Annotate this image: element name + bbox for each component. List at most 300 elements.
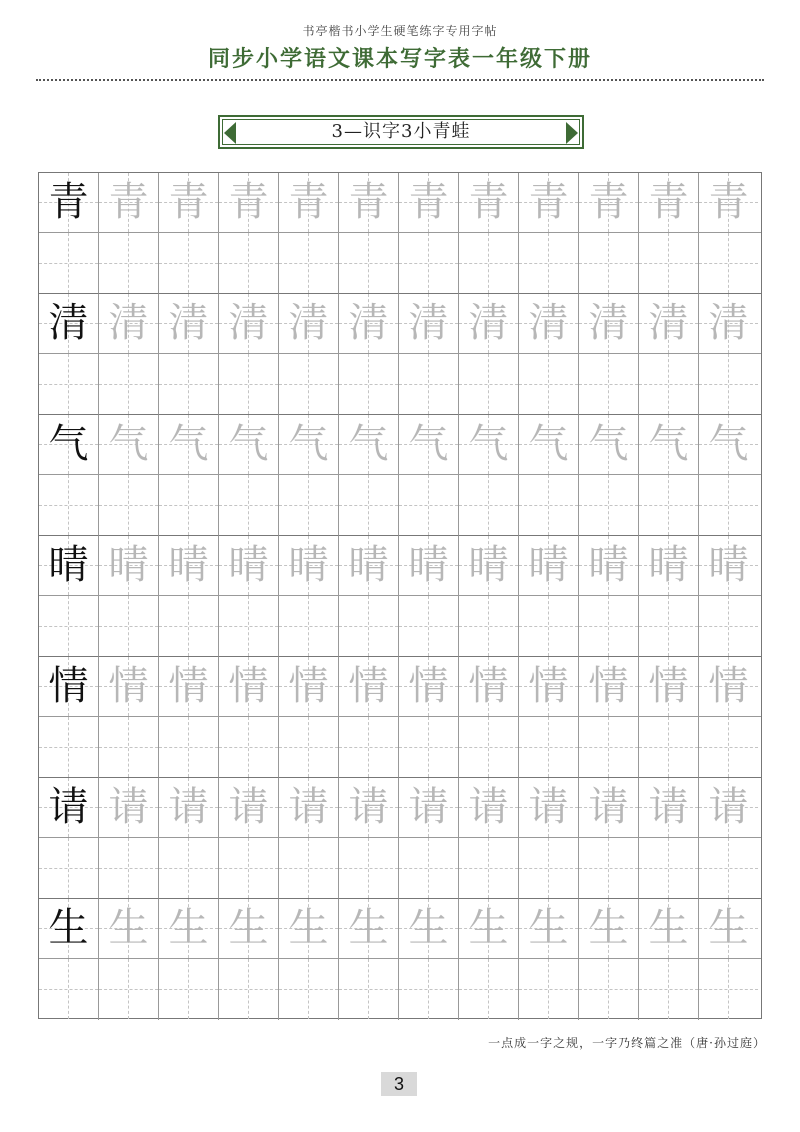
guide-line [159,747,218,748]
model-character-cell[interactable] [39,415,99,475]
blank-writing-cell[interactable] [399,838,459,899]
guide-line [519,868,578,869]
blank-writing-cell[interactable] [219,596,279,657]
tracing-cell[interactable] [279,415,339,475]
tracing-cell[interactable] [519,778,579,838]
model-character: 青 [48,179,89,225]
blank-writing-cell[interactable] [219,354,279,415]
blank-writing-cell[interactable] [399,596,459,657]
trace-character: 清 [288,300,329,346]
trace-character: 情 [168,663,209,709]
trace-character: 生 [528,905,569,951]
blank-writing-cell[interactable] [159,233,219,294]
tracing-cell[interactable] [399,778,459,838]
trace-character: 清 [168,300,209,346]
blank-writing-cell[interactable] [639,717,699,778]
trace-character: 晴 [648,542,689,588]
tracing-cell[interactable] [219,657,279,717]
blank-writing-cell[interactable] [519,475,579,536]
model-character-cell[interactable] [39,778,99,838]
tracing-cell[interactable] [579,536,639,596]
blank-writing-cell[interactable] [519,233,579,294]
tracing-cell[interactable] [339,173,399,233]
tracing-cell[interactable] [219,173,279,233]
tracing-cell[interactable] [99,778,159,838]
blank-writing-cell[interactable] [399,475,459,536]
tracing-cell[interactable] [459,536,519,596]
trace-character: 气 [468,421,509,467]
trace-character: 气 [528,421,569,467]
practice-grid [38,172,762,1019]
guide-line [99,384,158,385]
tracing-cell[interactable] [279,657,339,717]
blank-writing-row [39,596,761,657]
tracing-cell[interactable] [699,899,761,959]
tracing-cell[interactable] [339,778,399,838]
tracing-cell[interactable] [99,294,159,354]
practice-row [39,657,761,778]
tracing-cell[interactable] [159,294,219,354]
tracing-cell[interactable] [459,415,519,475]
blank-writing-cell[interactable] [519,354,579,415]
guide-line [219,868,278,869]
tracing-cell[interactable] [159,778,219,838]
blank-writing-cell[interactable] [39,959,99,1020]
trace-character: 请 [468,784,509,830]
blank-writing-cell[interactable] [279,475,339,536]
tracing-cell[interactable] [699,294,761,354]
tracing-cell[interactable] [99,173,159,233]
guide-line [399,263,458,264]
model-character-cell[interactable] [39,536,99,596]
guide-line [39,989,98,990]
guide-line [519,747,578,748]
tracing-cell[interactable] [219,899,279,959]
blank-writing-cell[interactable] [399,354,459,415]
model-character-cell[interactable] [39,173,99,233]
guide-line [339,868,398,869]
blank-writing-cell[interactable] [279,838,339,899]
blank-writing-cell[interactable] [579,354,639,415]
tracing-cell[interactable] [399,173,459,233]
tracing-cell[interactable] [519,536,579,596]
guide-line [639,989,698,990]
blank-writing-cell[interactable] [339,717,399,778]
blank-writing-cell[interactable] [459,233,519,294]
trace-character: 晴 [228,542,269,588]
trace-character: 晴 [288,542,329,588]
tracing-cell[interactable] [399,657,459,717]
guide-line [519,263,578,264]
guide-line [579,868,638,869]
trace-character: 气 [648,421,689,467]
page-number: 3 [381,1072,417,1096]
blank-writing-cell[interactable] [99,596,159,657]
trace-character: 青 [228,179,269,225]
guide-line [219,989,278,990]
blank-writing-cell[interactable] [459,596,519,657]
trace-character: 青 [528,179,569,225]
tracing-cell[interactable] [279,899,339,959]
blank-writing-cell[interactable] [339,354,399,415]
tracing-cell[interactable] [99,657,159,717]
blank-writing-cell[interactable] [219,233,279,294]
tracing-cell[interactable] [159,899,219,959]
practice-row [39,173,761,294]
blank-writing-row [39,717,761,778]
blank-writing-cell[interactable] [219,959,279,1020]
tracing-cell[interactable] [519,173,579,233]
tracing-cell[interactable] [639,657,699,717]
blank-writing-cell[interactable] [99,717,159,778]
tracing-cell[interactable] [339,657,399,717]
trace-character: 生 [408,905,449,951]
tracing-cell[interactable] [579,173,639,233]
trace-character: 情 [648,663,689,709]
tracing-cell[interactable] [339,415,399,475]
guide-line [339,384,398,385]
blank-writing-cell[interactable] [159,838,219,899]
tracing-cell[interactable] [399,899,459,959]
blank-writing-cell[interactable] [579,475,639,536]
blank-writing-cell[interactable] [339,475,399,536]
tracing-cell[interactable] [339,536,399,596]
guide-line [339,505,398,506]
blank-writing-cell[interactable] [339,838,399,899]
trace-character: 清 [348,300,389,346]
blank-writing-cell[interactable] [219,475,279,536]
model-character: 晴 [48,542,89,588]
trace-character: 气 [708,421,749,467]
trace-character: 晴 [708,542,749,588]
trace-character: 情 [468,663,509,709]
tracing-cell[interactable] [579,899,639,959]
guide-line [39,505,98,506]
guide-line [699,989,758,990]
trace-character: 清 [708,300,749,346]
trace-character: 请 [528,784,569,830]
practice-row [39,294,761,415]
guide-line [39,626,98,627]
tracing-cell[interactable] [99,536,159,596]
guide-line [639,505,698,506]
tracing-cell[interactable] [339,899,399,959]
blank-writing-cell[interactable] [639,354,699,415]
blank-writing-cell[interactable] [279,233,339,294]
guide-line [279,747,338,748]
guide-line [639,626,698,627]
guide-line [279,989,338,990]
tracing-cell[interactable] [219,536,279,596]
trace-character: 情 [528,663,569,709]
blank-writing-cell[interactable] [459,959,519,1020]
trace-character: 情 [288,663,329,709]
guide-line [159,626,218,627]
tracing-cell[interactable] [459,657,519,717]
practice-row [39,536,761,657]
trace-character: 气 [288,421,329,467]
tracing-cell[interactable] [639,778,699,838]
tracing-cell[interactable] [579,294,639,354]
blank-writing-cell[interactable] [159,354,219,415]
tracing-cell[interactable] [699,657,761,717]
guide-line [459,263,518,264]
tracing-cell[interactable] [579,415,639,475]
guide-line [279,626,338,627]
trace-character: 情 [708,663,749,709]
book-subtitle: 书亭楷书小学生硬笔练字专用字帖 [302,24,498,38]
guide-line [459,868,518,869]
blank-writing-cell[interactable] [639,596,699,657]
blank-writing-cell[interactable] [99,233,159,294]
trace-character: 晴 [108,542,149,588]
blank-writing-cell[interactable] [579,838,639,899]
guide-line [519,989,578,990]
blank-writing-cell[interactable] [339,233,399,294]
tracing-cell[interactable] [159,173,219,233]
trace-character: 情 [348,663,389,709]
blank-writing-cell[interactable] [639,475,699,536]
blank-writing-cell[interactable] [159,596,219,657]
blank-writing-cell[interactable] [579,233,639,294]
trace-character: 请 [588,784,629,830]
tracing-cell[interactable] [159,415,219,475]
trace-character: 气 [228,421,269,467]
trace-character: 晴 [348,542,389,588]
guide-line [579,384,638,385]
tracing-cell[interactable] [699,536,761,596]
blank-writing-cell[interactable] [39,717,99,778]
tracing-cell[interactable] [459,173,519,233]
model-character-cell[interactable] [39,657,99,717]
practice-row [39,778,761,899]
tracing-cell[interactable] [639,536,699,596]
guide-line [159,868,218,869]
model-character-cell[interactable] [39,899,99,959]
blank-writing-cell[interactable] [459,354,519,415]
guide-line [99,868,158,869]
guide-line [219,747,278,748]
guide-line [159,263,218,264]
guide-line [219,263,278,264]
tracing-cell[interactable] [519,657,579,717]
practice-row [39,899,761,1020]
blank-writing-cell[interactable] [459,838,519,899]
trace-character: 情 [408,663,449,709]
tracing-cell[interactable] [519,899,579,959]
blank-writing-cell[interactable] [639,233,699,294]
blank-writing-cell[interactable] [99,475,159,536]
blank-writing-cell[interactable] [699,233,761,294]
guide-line [459,626,518,627]
blank-writing-cell[interactable] [699,596,761,657]
page-title: 同步小学语文课本写字表一年级下册 [207,46,592,72]
blank-writing-cell[interactable] [339,959,399,1020]
blank-writing-cell[interactable] [39,233,99,294]
guide-line [99,989,158,990]
guide-line [699,747,758,748]
tracing-cell[interactable] [279,173,339,233]
tracing-cell[interactable] [279,536,339,596]
blank-writing-cell[interactable] [399,233,459,294]
tracing-cell[interactable] [699,173,761,233]
guide-line [579,747,638,748]
model-character: 气 [48,421,89,467]
trace-character: 气 [588,421,629,467]
guide-line [399,747,458,748]
guide-line [519,626,578,627]
trace-character: 生 [588,905,629,951]
blank-writing-cell[interactable] [99,354,159,415]
trace-character: 请 [168,784,209,830]
trace-character: 青 [408,179,449,225]
guide-line [99,626,158,627]
blank-writing-cell[interactable] [519,959,579,1020]
guide-line [399,868,458,869]
tracing-cell[interactable] [459,899,519,959]
guide-line [459,384,518,385]
blank-writing-row [39,475,761,536]
tracing-cell[interactable] [279,778,339,838]
trace-character: 青 [288,179,329,225]
trace-character: 青 [108,179,149,225]
blank-writing-cell[interactable] [639,838,699,899]
tracing-cell[interactable] [459,778,519,838]
tracing-cell[interactable] [339,294,399,354]
guide-line [699,384,758,385]
blank-writing-cell[interactable] [579,717,639,778]
lesson-title: 3—识字3小青蛙 [331,121,471,142]
tracing-cell[interactable] [399,536,459,596]
guide-line [579,989,638,990]
blank-writing-cell[interactable] [459,717,519,778]
trace-character: 生 [168,905,209,951]
trace-character: 清 [408,300,449,346]
blank-writing-cell[interactable] [39,838,99,899]
tracing-cell[interactable] [399,415,459,475]
blank-writing-cell[interactable] [39,475,99,536]
guide-line [39,263,98,264]
blank-writing-cell[interactable] [39,354,99,415]
lesson-banner [218,115,584,149]
guide-line [579,263,638,264]
tracing-cell[interactable] [399,294,459,354]
trace-character: 请 [288,784,329,830]
blank-writing-cell[interactable] [159,717,219,778]
tracing-cell[interactable] [639,173,699,233]
tracing-cell[interactable] [159,657,219,717]
trace-character: 清 [108,300,149,346]
guide-line [339,989,398,990]
blank-writing-cell[interactable] [699,838,761,899]
trace-character: 清 [648,300,689,346]
blank-writing-cell[interactable] [399,717,459,778]
guide-line [519,384,578,385]
tracing-cell[interactable] [579,778,639,838]
tracing-cell[interactable] [519,294,579,354]
blank-writing-cell[interactable] [159,475,219,536]
blank-writing-cell[interactable] [579,959,639,1020]
blank-writing-cell[interactable] [699,959,761,1020]
blank-writing-cell[interactable] [699,475,761,536]
guide-line [279,505,338,506]
blank-writing-cell[interactable] [699,717,761,778]
guide-line [39,747,98,748]
blank-writing-cell[interactable] [339,596,399,657]
blank-writing-cell[interactable] [99,838,159,899]
tracing-cell[interactable] [639,294,699,354]
tracing-cell[interactable] [519,415,579,475]
tracing-cell[interactable] [639,899,699,959]
trace-character: 生 [648,905,689,951]
blank-writing-cell[interactable] [519,717,579,778]
guide-line [579,626,638,627]
guide-line [459,747,518,748]
blank-writing-cell[interactable] [519,596,579,657]
blank-writing-cell[interactable] [279,959,339,1020]
dotted-divider [36,79,764,81]
guide-line [579,505,638,506]
trace-character: 气 [108,421,149,467]
blank-writing-cell[interactable] [219,838,279,899]
blank-writing-cell[interactable] [399,959,459,1020]
tracing-cell[interactable] [639,415,699,475]
blank-writing-cell[interactable] [639,959,699,1020]
tracing-cell[interactable] [699,778,761,838]
tracing-cell[interactable] [279,294,339,354]
trace-character: 情 [228,663,269,709]
trace-character: 晴 [468,542,509,588]
blank-writing-cell[interactable] [99,959,159,1020]
blank-writing-cell[interactable] [279,717,339,778]
guide-line [279,384,338,385]
blank-writing-cell[interactable] [39,596,99,657]
practice-row [39,415,761,536]
blank-writing-cell[interactable] [279,354,339,415]
blank-writing-cell[interactable] [579,596,639,657]
tracing-cell[interactable] [159,536,219,596]
model-character: 清 [48,300,89,346]
blank-writing-cell[interactable] [279,596,339,657]
blank-writing-cell[interactable] [699,354,761,415]
guide-line [219,626,278,627]
blank-writing-cell[interactable] [159,959,219,1020]
tracing-cell[interactable] [459,294,519,354]
guide-line [459,505,518,506]
blank-writing-cell[interactable] [219,717,279,778]
tracing-cell[interactable] [579,657,639,717]
guide-line [99,747,158,748]
tracing-cell[interactable] [99,415,159,475]
model-character-cell[interactable] [39,294,99,354]
trace-character: 请 [228,784,269,830]
trace-character: 生 [228,905,269,951]
trace-character: 生 [348,905,389,951]
guide-line [699,626,758,627]
trace-character: 情 [588,663,629,709]
tracing-cell[interactable] [219,415,279,475]
tracing-cell[interactable] [219,778,279,838]
guide-line [699,505,758,506]
blank-writing-cell[interactable] [519,838,579,899]
tracing-cell[interactable] [99,899,159,959]
trace-character: 青 [468,179,509,225]
tracing-cell[interactable] [219,294,279,354]
tracing-cell[interactable] [699,415,761,475]
blank-writing-cell[interactable] [459,475,519,536]
blank-writing-row [39,959,761,1020]
guide-line [399,989,458,990]
